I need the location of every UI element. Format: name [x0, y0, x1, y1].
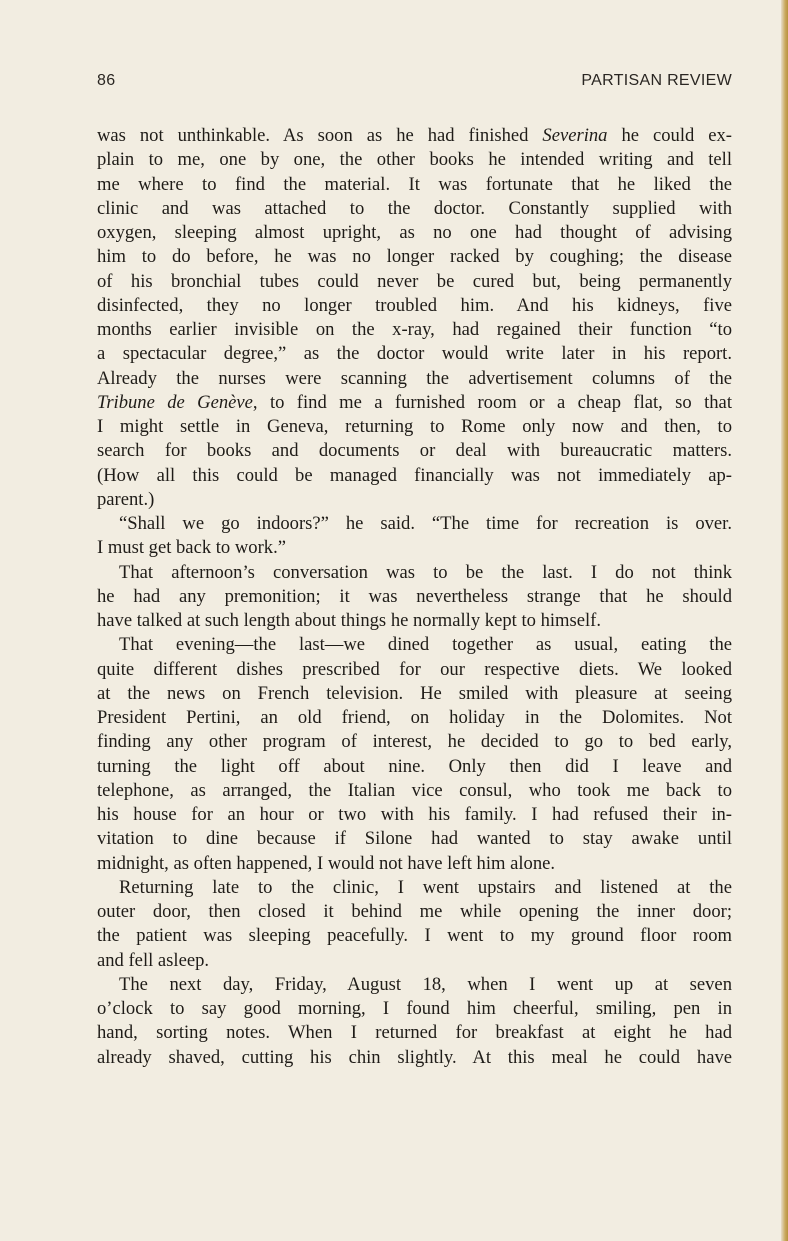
body-text [97, 124, 732, 1070]
text-line [97, 464, 732, 488]
text-line [97, 658, 732, 682]
text-segment: I must get back to work.” [97, 537, 286, 559]
text-line [97, 1046, 732, 1070]
italic-title: Tribune de Genève [97, 391, 253, 413]
text-segment: President Pertini, an old friend, on holiday in the Dolomites. Not [97, 707, 732, 728]
text-line [97, 318, 732, 342]
text-segment: o’clock to say good morning, I found him cheerful, smiling, pen in [97, 998, 732, 1019]
text-segment: The next day, Friday, August 18, when I went up at seven [119, 973, 732, 995]
text-segment: clinic and was attached to the doctor. Constantly supplied with [97, 197, 732, 219]
text-segment: he had any premonition; it was nevertheless strange that he should [97, 585, 732, 607]
text-segment: That evening—the last—we dined together as usual, eating the [119, 634, 732, 656]
text-segment: at the news on French television. He smiled with pleasure at seeing [97, 682, 732, 704]
text-segment: was not unthinkable. As soon as he had finished [97, 125, 543, 146]
text-line [97, 779, 732, 803]
text-segment: a spectacular degree,” as the doctor would write later in his report. [97, 343, 732, 365]
text-line [97, 827, 732, 851]
text-segment: outer door, then closed it behind me while opening the inner door; [97, 901, 732, 922]
text-line [97, 197, 732, 221]
text-line [97, 924, 732, 948]
text-line [97, 876, 732, 900]
text-segment: of his bronchial tubes could never be cured but, being permanently [97, 270, 732, 292]
text-segment: him to do before, he was no longer racked by coughing; the disease [97, 246, 732, 268]
text-line [97, 148, 732, 172]
text-line [97, 245, 732, 269]
italic-title: Severina [542, 125, 608, 146]
text-segment: I might settle in Geneva, returning to Rome only now and then, to [97, 416, 732, 437]
text-segment: parent.) [97, 488, 155, 510]
text-line [97, 415, 732, 439]
text-line [97, 609, 732, 633]
text-segment: finding any other program of interest, he decided to go to bed early, [97, 731, 732, 753]
text-line [97, 561, 732, 585]
text-segment: That afternoon’s conversation was to be the last. I do not think [119, 561, 732, 583]
text-segment: have talked at such length about things he normally kept to himself. [97, 610, 601, 631]
text-segment: (How all this could be managed financially was not immediately ap- [97, 464, 732, 486]
text-segment: months earlier invisible on the x-ray, had regained their function “to [97, 319, 732, 340]
text-line [97, 682, 732, 706]
text-segment: oxygen, sleeping almost upright, as no one had thought of advising [97, 222, 732, 243]
text-line [97, 342, 732, 366]
text-segment: turning the light off about nine. Only then did I leave and [97, 755, 732, 777]
text-line [97, 973, 732, 997]
text-line [97, 488, 732, 512]
text-line [97, 803, 732, 827]
text-line [97, 730, 732, 754]
text-line [97, 270, 732, 294]
text-line [97, 221, 732, 245]
running-head [97, 72, 732, 94]
text-line [97, 536, 732, 560]
text-line [97, 585, 732, 609]
text-segment: Already the nurses were scanning the advertisement columns of the [97, 367, 732, 389]
text-line [97, 706, 732, 730]
text-line [97, 367, 732, 391]
text-segment: already shaved, cutting his chin slightly. At this meal he could have [97, 1046, 732, 1068]
text-segment: “Shall we go indoors?” he said. “The time for recreation is over. [119, 513, 732, 534]
text-line [97, 633, 732, 657]
text-line [97, 755, 732, 779]
journal-title: PARTISAN REVIEW [581, 72, 732, 89]
text-line [97, 997, 732, 1021]
page-edge-binding [781, 0, 788, 1241]
text-line [97, 173, 732, 197]
text-segment: and fell asleep. [97, 949, 210, 971]
text-segment: the patient was sleeping peacefully. I went to my ground floor room [97, 925, 732, 947]
text-line [97, 512, 732, 536]
text-line [97, 124, 732, 148]
text-segment: telephone, as arranged, the Italian vice consul, who took me back to [97, 779, 732, 801]
text-line [97, 391, 732, 415]
text-line [97, 1021, 732, 1045]
text-segment: he could ex- [607, 125, 733, 146]
text-segment: quite different dishes prescribed for our respective diets. We looked [97, 658, 732, 680]
text-segment: hand, sorting notes. When I returned for breakfast at eight he had [97, 1022, 732, 1044]
page-number: 86 [97, 72, 116, 89]
text-line [97, 852, 732, 876]
text-line [97, 949, 732, 973]
text-line [97, 900, 732, 924]
text-segment: his house for an hour or two with his family. I had refused their in- [97, 804, 732, 825]
text-line [97, 439, 732, 463]
text-segment: , to find me a furnished room or a cheap flat, so that [252, 391, 732, 413]
text-line [97, 294, 732, 318]
text-segment: plain to me, one by one, the other books he intended writing and tell [97, 149, 732, 171]
text-segment: midnight, as often happened, I would not have left him alone. [97, 852, 556, 874]
text-segment: search for books and documents or deal with bureaucratic matters. [97, 440, 732, 462]
text-segment: Returning late to the clinic, I went upstairs and listened at the [119, 876, 732, 898]
text-segment: disinfected, they no longer troubled him. And his kidneys, five [97, 294, 732, 316]
text-segment: me where to find the material. It was fortunate that he liked the [97, 173, 732, 195]
text-segment: vitation to dine because if Silone had wanted to stay awake until [97, 828, 732, 850]
